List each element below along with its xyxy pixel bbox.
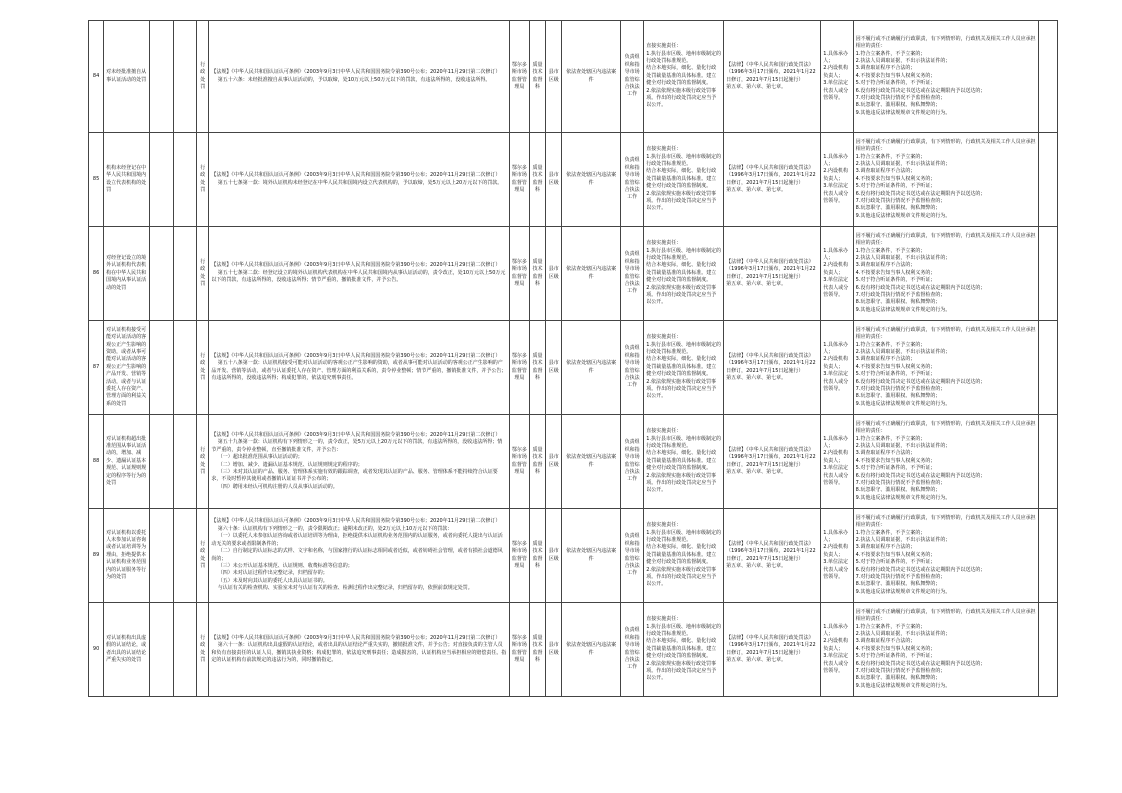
department-cell xyxy=(509,21,529,133)
level-cell-text: 县市区级 xyxy=(548,266,559,280)
item-name-text: 对认证机构接受可能对认证活动的客观公正产生影响的资助，或者从事可能对认证活动的客观公正产生影响的产品开发、营销等活动，或者与认证委托人存在资产、管理方面的利益关系的处罚 xyxy=(106,326,147,407)
row-number xyxy=(89,133,104,227)
table-row xyxy=(89,133,1058,227)
item-name-text: 对认证机构超出批准范围从事认证活动的，增加、减少、遗漏认证基本规范、认证规则规定的程序等行为的处罚 xyxy=(106,435,147,487)
department-cell-text: 鄂尔多斯市场监督管理局 xyxy=(511,540,527,569)
accountability-cell xyxy=(853,321,1038,415)
department-cell xyxy=(509,133,529,227)
level-cell xyxy=(546,21,562,133)
legal-basis-cell-text: 【法规】《中华人民共和国认证认可条例》（2003年9月3日中华人民共和国国务院令第390号公布；2020年11月29日第二次修订） 第五十八条第一款：认证机构接受可能对认证活动的客观公正产生影响的资助，或者从事可能对认证活动的客观公正产生影响的产品开发、营销等活动，或者与认证委托人存在资产、管理方面的利益关系的，责令停业整顿；情节严重的，撤销批准文件，并予公告；有违法所得的，没收违法所得；构成犯罪的，依法追究刑事责任。 xyxy=(211,352,507,381)
item-name-text: 对认证机构出具虚假的认证结论，或者出具的认证结论严重失实的处罚 xyxy=(106,634,147,663)
law-cell xyxy=(724,133,821,227)
accountability-cell-text: 因不履行或不正确履行行政职责，有下列情形的，行政机关及相关工作人员应承担相应的责任： 1.符合立案条件，不予立案的； 2.执法人员调取证据，不出示执法证件的； 3.调查取证程序不合法的； 4.不按要求告知当事人权利义务的； 5.对于符合听证条件的，不予听证； 6.没有将行政处罚决定书送达或在法定期限内予以送达的； 7.对行政处罚执行情况不予监督检查的； 8.玩忽职守、滥用职权、徇私舞弊的； 9.其他违反法律法规规章文件规定的行为。 xyxy=(855,326,1036,407)
law-cell-text: 【法律】《中华人民共和国行政处罚法》（1996年3月17日颁布，2021年1月22日修订，2021年7月15日起施行） 第五章、第六章、第七章。 xyxy=(726,540,816,569)
legal-basis-cell xyxy=(209,227,509,321)
responsibility-cell-text: 负责组织和指导市场监管综合执法工作 xyxy=(624,54,640,98)
category-cell-text: 行政处罚 xyxy=(200,634,206,663)
method-cell xyxy=(562,227,621,321)
exemption-cell-text: 1.具体承办人； 2.内设机构负责人； 3.单位法定代表人或分管领导。 xyxy=(823,153,849,205)
row-number-text: 86 xyxy=(92,269,100,276)
law-cell-text: 【法律】《中华人民共和国行政处罚法》（1996年3月17日颁布，2021年1月22日修订，2021年7月15日起施行） 第五章、第六章、第七章。 xyxy=(726,164,816,193)
category-cell xyxy=(197,415,209,509)
row-number xyxy=(89,21,104,133)
remark-cell xyxy=(1038,321,1057,415)
legal-basis-cell xyxy=(209,21,509,133)
category-cell xyxy=(197,133,209,227)
category-cell-text: 行政处罚 xyxy=(200,258,206,287)
implementation-cell-text: 直接实施责任： 1.执行县市区级、地州市级制定的行政处罚标准规范。 结合本地实际，细化、量化行政处罚裁量基准的具体标准。建立健全对行政处罚的监督制度。 2.依法依规实施本级行政处罚事项。作出的行政处罚决定应当予以公开。 xyxy=(646,146,721,212)
method-cell-text: 依法查处辖区内违法案件 xyxy=(566,266,617,280)
law-cell xyxy=(724,21,821,133)
exemption-cell xyxy=(821,321,853,415)
table-row xyxy=(89,321,1058,415)
accountability-cell-text: 因不履行或不正确履行行政职责，有下列情形的，行政机关及相关工作人员应承担相应的责任： 1.符合立案条件，不予立案的； 2.执法人员调取证据，不出示执法证件的； 3.调查取证程序不合法的； 4.不按要求告知当事人权利义务的； 5.对于符合听证条件的，不予听证； 6.没有将行政处罚决定书送达或在法定期限内予以送达的； 7.对行政处罚执行情况不予监督检查的； 8.玩忽职守、滥用职权、徇私舞弊的； 9.其他违反法律法规规章文件规定的行为。 xyxy=(855,608,1036,689)
law-cell-text: 【法律】《中华人民共和国行政处罚法》（1996年3月17日颁布，2021年1月22日修订，2021年7月15日起施行） 第五章、第六章、第七章。 xyxy=(726,446,816,475)
responsibility-cell xyxy=(620,321,643,415)
category-cell-text: 行政处罚 xyxy=(200,164,206,193)
exemption-cell xyxy=(821,415,853,509)
row-number-text: 88 xyxy=(92,457,100,464)
item-name xyxy=(104,321,150,415)
level-cell-text: 县市区级 xyxy=(548,172,559,186)
legal-basis-cell-text: 【法规】《中华人民共和国认证认可条例》（2003年9月3日中华人民共和国国务院令第390号公布；2020年11月29日第二次修订） 第五十九条第一款：认证机构有下列情形之一的，责令改正，处5万元以上20万元以下的罚款，有违法所得的，没收违法所得；情节严重的，责令停业整顿，直至撤销批准文件，并予公告： （一）超出批准范围从事认证活动的； （二）增加、减少、遗漏认证基本规范、认证规则规定的程序的； （三）未对其认证的产品、服务、管理体系实施有效的跟踪调查，或者发现其认证的产品、服务、管理体系不能持续符合认证要求，不及时暂停其使用或者撤销认证证书并予公布的； （四）聘用未经认可机构注册的人员从事认证活动的。 xyxy=(211,431,503,490)
unit-cell-text: 质量技术监督科 xyxy=(532,446,543,475)
department-cell-text: 鄂尔多斯市场监督管理局 xyxy=(511,61,527,90)
method-cell-text: 依法查处辖区内违法案件 xyxy=(566,548,617,562)
blank-cell xyxy=(173,21,196,133)
department-cell-text: 鄂尔多斯市场监督管理局 xyxy=(511,634,527,663)
method-cell-text: 依法查处辖区内违法案件 xyxy=(566,454,617,468)
accountability-cell xyxy=(853,509,1038,603)
implementation-cell-text: 直接实施责任： 1.执行县市区级、地州市级制定的行政处罚标准规范。 结合本地实际，细化、量化行政处罚裁量基准的具体标准。建立健全对行政处罚的监督制度。 2.依法依规实施本级行政处罚事项。作出的行政处罚决定应当予以公开。 xyxy=(646,334,721,400)
legal-basis-cell-text: 【法规】《中华人民共和国认证认可条例》（2003年9月3日中华人民共和国国务院令第390号公布；2020年11月29日第二次修订） 第五十七条第一款：境外认证机构未经登记在中华人民共和国境内设立代表机构的，予以取缔，处5万元以上20万元以下的罚款。 xyxy=(211,172,503,186)
unit-cell-text: 质量技术监督科 xyxy=(532,164,543,193)
legal-basis-cell xyxy=(209,603,509,697)
law-cell xyxy=(724,415,821,509)
method-cell-text: 依法查处辖区内违法案件 xyxy=(566,642,617,656)
power-list-table xyxy=(88,20,1058,697)
table-row xyxy=(89,415,1058,509)
row-number-text: 87 xyxy=(92,363,100,370)
remark-cell xyxy=(1038,415,1057,509)
accountability-cell-text: 因不履行或不正确履行行政职责，有下列情形的，行政机关及相关工作人员应承担相应的责任： 1.符合立案条件，不予立案的； 2.执法人员调取证据，不出示执法证件的； 3.调查取证程序不合法的； 4.不按要求告知当事人权利义务的； 5.对于符合听证条件的，不予听证； 6.没有将行政处罚决定书送达或在法定期限内予以送达的； 7.对行政处罚执行情况不予监督检查的； 8.玩忽职守、滥用职权、徇私舞弊的； 9.其他违反法律法规规章文件规定的行为。 xyxy=(855,232,1036,313)
unit-cell-text: 质量技术监督科 xyxy=(532,634,543,663)
accountability-cell xyxy=(853,227,1038,321)
legal-basis-cell-text: 【法规】《中华人民共和国认证认可条例》（2003年9月3日中华人民共和国国务院令第390号公布；2020年11月29日第二次修订） 第六十条：认证机构有下列情形之一的，责令限期改正；逾期未改正的，处2万元以上10万元以下的罚款： （一）以委托人未参加认证咨询或者认证培训等为理由，拒绝提供本认证机构业务范围内的认证服务，或者向委托人提出与认证活动无关的要求或者限制条件的； （二）自行制定的认证标志的式样、文字和名称，与国家推行的认证标志相同或者近似，或者妨碍社会管理，或者有损社会道德风尚的； （三）未公开认证基本规范、认证规则、收费标准等信息的； （四）未对认证过程作出完整记录，归档留存的； （五）未及时向其认证的委托人出具认证证书的。 与认证有关的检查机构、实验室未对与认证有关的检查、检测过程作出完整记录，归档留存的，依照前款规定处罚。 xyxy=(211,518,503,592)
unit-cell xyxy=(529,133,545,227)
unit-cell xyxy=(529,21,545,133)
level-cell-text: 县市区级 xyxy=(548,642,559,656)
item-name xyxy=(104,21,150,133)
method-cell-text: 依法查处辖区内违法案件 xyxy=(566,69,617,83)
table-row xyxy=(89,509,1058,603)
row-number xyxy=(89,603,104,697)
law-cell xyxy=(724,603,821,697)
blank-cell xyxy=(173,509,196,603)
legal-basis-cell xyxy=(209,321,509,415)
accountability-cell xyxy=(853,603,1038,697)
level-cell-text: 县市区级 xyxy=(548,360,559,374)
accountability-cell-text: 因不履行或不正确履行行政职责，有下列情形的，行政机关及相关工作人员应承担相应的责任： 1.符合立案条件，不予立案的； 2.执法人员调取证据，不出示执法证件的； 3.调查取证程序不合法的； 4.不按要求告知当事人权利义务的； 5.对于符合听证条件的，不予听证； 6.没有将行政处罚决定书送达或在法定期限内予以送达的； 7.对行政处罚执行情况不予监督检查的； 8.玩忽职守、滥用职权、徇私舞弊的； 9.其他违反法律法规规章文件规定的行为。 xyxy=(855,514,1036,595)
category-cell-text: 行政处罚 xyxy=(200,540,206,569)
implementation-cell xyxy=(644,321,724,415)
legal-basis-cell-text: 【法规】《中华人民共和国认证认可条例》（2003年9月3日中华人民共和国国务院令第390号公布；2020年11月29日第二次修订） 第五十七条第二款：经登记设立的境外认证机构代表机构在中华人民共和国境内从事认证活动的，责令改正，处10万元以上50万元以下的罚款，有违法所得的，没收违法所得；情节严重的，撤销批准文件，并予公告。 xyxy=(211,262,506,284)
implementation-cell xyxy=(644,21,724,133)
unit-cell-text: 质量技术监督科 xyxy=(532,258,543,287)
department-cell-text: 鄂尔多斯市场监督管理局 xyxy=(511,164,527,193)
department-cell-text: 鄂尔多斯市场监督管理局 xyxy=(511,352,527,381)
implementation-cell xyxy=(644,509,724,603)
responsibility-cell xyxy=(620,133,643,227)
implementation-cell xyxy=(644,133,724,227)
level-cell xyxy=(546,415,562,509)
unit-cell xyxy=(529,603,545,697)
item-name-text: 对未经批准擅自从事认证活动的处罚 xyxy=(106,69,147,83)
remark-cell xyxy=(1038,509,1057,603)
sub-item-cell xyxy=(149,415,173,509)
remark-cell xyxy=(1038,21,1057,133)
responsibility-cell-text: 负责组织和指导市场监管综合执法工作 xyxy=(624,627,640,671)
exemption-cell-text: 1.具体承办人； 2.内设机构负责人； 3.单位法定代表人或分管领导。 xyxy=(823,435,849,487)
responsibility-cell-text: 负责组织和指导市场监管综合执法工作 xyxy=(624,251,640,295)
sub-item-cell xyxy=(149,321,173,415)
implementation-cell-text: 直接实施责任： 1.执行县市区级、地州市级制定的行政处罚标准规范。 结合本地实际，细化、量化行政处罚裁量基准的具体标准。建立健全对行政处罚的监督制度。 2.依法依规实施本级行政处罚事项。作出的行政处罚决定应当予以公开。 xyxy=(646,43,721,109)
level-cell-text: 县市区级 xyxy=(548,454,559,468)
row-number xyxy=(89,227,104,321)
row-number-text: 85 xyxy=(92,175,100,182)
accountability-cell-text: 因不履行或不正确履行行政职责，有下列情形的，行政机关及相关工作人员应承担相应的责任： 1.符合立案条件，不予立案的； 2.执法人员调取证据，不出示执法证件的； 3.调查取证程序不合法的； 4.不按要求告知当事人权利义务的； 5.对于符合听证条件的，不予听证； 6.没有将行政处罚决定书送达或在法定期限内予以送达的； 7.对行政处罚执行情况不予监督检查的； 8.玩忽职守、滥用职权、徇私舞弊的； 9.其他违反法律法规规章文件规定的行为。 xyxy=(855,35,1036,116)
exemption-cell xyxy=(821,603,853,697)
item-name-text: 对经登记设立的境外认证机构代表机构在中华人民共和国境内从事认证活动的处罚 xyxy=(106,254,147,291)
exemption-cell-text: 1.具体承办人； 2.内设机构负责人； 3.单位法定代表人或分管领导。 xyxy=(823,529,849,581)
unit-cell-text: 质量技术监督科 xyxy=(532,352,543,381)
item-name xyxy=(104,603,150,697)
responsibility-cell xyxy=(620,509,643,603)
law-cell-text: 【法律】《中华人民共和国行政处罚法》（1996年3月17日颁布，2021年1月22日修订，2021年7月15日起施行） 第五章、第六章、第七章。 xyxy=(726,61,816,90)
implementation-cell xyxy=(644,603,724,697)
method-cell xyxy=(562,21,621,133)
unit-cell-text: 质量技术监督科 xyxy=(532,61,543,90)
implementation-cell-text: 直接实施责任： 1.执行县市区级、地州市级制定的行政处罚标准规范。 结合本地实际，细化、量化行政处罚裁量基准的具体标准。建立健全对行政处罚的监督制度。 2.依法依规实施本级行政处罚事项。作出的行政处罚决定应当予以公开。 xyxy=(646,616,721,682)
responsibility-cell-text: 负责组织和指导市场监管综合执法工作 xyxy=(624,157,640,201)
law-cell-text: 【法律】《中华人民共和国行政处罚法》（1996年3月17日颁布，2021年1月22日修订，2021年7月15日起施行） 第五章、第六章、第七章。 xyxy=(726,634,816,663)
law-cell xyxy=(724,321,821,415)
level-cell xyxy=(546,509,562,603)
method-cell-text: 依法查处辖区内违法案件 xyxy=(566,172,617,186)
responsibility-cell-text: 负责组织和指导市场监管综合执法工作 xyxy=(624,439,640,483)
department-cell-text: 鄂尔多斯市场监督管理局 xyxy=(511,446,527,475)
level-cell xyxy=(546,133,562,227)
sub-item-cell xyxy=(149,21,173,133)
responsibility-cell xyxy=(620,603,643,697)
row-number-text: 84 xyxy=(92,72,100,79)
item-name-text: 机构未经登记在中华人民共和国境内设立代表机构的处罚 xyxy=(106,164,147,193)
exemption-cell xyxy=(821,133,853,227)
item-name xyxy=(104,227,150,321)
blank-cell xyxy=(173,321,196,415)
remark-cell xyxy=(1038,603,1057,697)
blank-cell xyxy=(173,415,196,509)
remark-cell xyxy=(1038,133,1057,227)
exemption-cell xyxy=(821,227,853,321)
legal-basis-cell xyxy=(209,415,509,509)
item-name xyxy=(104,415,150,509)
accountability-cell xyxy=(853,21,1038,133)
sub-item-cell xyxy=(149,227,173,321)
department-cell-text: 鄂尔多斯市场监督管理局 xyxy=(511,258,527,287)
implementation-cell xyxy=(644,227,724,321)
implementation-cell-text: 直接实施责任： 1.执行县市区级、地州市级制定的行政处罚标准规范。 结合本地实际，细化、量化行政处罚裁量基准的具体标准。建立健全对行政处罚的监督制度。 2.依法依规实施本级行政处罚事项。作出的行政处罚决定应当予以公开。 xyxy=(646,428,721,494)
accountability-cell-text: 因不履行或不正确履行行政职责，有下列情形的，行政机关及相关工作人员应承担相应的责任： 1.符合立案条件，不予立案的； 2.执法人员调取证据，不出示执法证件的； 3.调查取证程序不合法的； 4.不按要求告知当事人权利义务的； 5.对于符合听证条件的，不予听证； 6.没有将行政处罚决定书送达或在法定期限内予以送达的； 7.对行政处罚执行情况不予监督检查的； 8.玩忽职守、滥用职权、徇私舞弊的； 9.其他违反法律法规规章文件规定的行为。 xyxy=(855,138,1036,219)
level-cell-text: 县市区级 xyxy=(548,548,559,562)
table-row xyxy=(89,227,1058,321)
implementation-cell-text: 直接实施责任： 1.执行县市区级、地州市级制定的行政处罚标准规范。 结合本地实际，细化、量化行政处罚裁量基准的具体标准。建立健全对行政处罚的监督制度。 2.依法依规实施本级行政处罚事项。作出的行政处罚决定应当予以公开。 xyxy=(646,240,721,306)
level-cell xyxy=(546,603,562,697)
unit-cell xyxy=(529,509,545,603)
method-cell xyxy=(562,321,621,415)
exemption-cell-text: 1.具体承办人； 2.内设机构负责人； 3.单位法定代表人或分管领导。 xyxy=(823,50,849,102)
category-cell-text: 行政处罚 xyxy=(200,61,206,90)
level-cell xyxy=(546,227,562,321)
department-cell xyxy=(509,321,529,415)
responsibility-cell-text: 负责组织和指导市场监管综合执法工作 xyxy=(624,533,640,577)
legal-basis-cell xyxy=(209,509,509,603)
legal-basis-cell-text: 【法规】《中华人民共和国认证认可条例》（2003年9月3日中华人民共和国国务院令第390号公布；2020年11月29日第二次修订） 第六十一条：认证机构出具虚假的认证结论，或者出具的认证结论严重失实的，撤销批准文件，并予公告；对直接负责的主管人员和负有直接责任的认证人员，撤销其执业资格；构成犯罪的，依法追究刑事责任；造成损害的，认证机构应当承担相应的赔偿责任。指定的认证机构有前款规定的违法行为的，同时撤销指定。 xyxy=(211,634,507,663)
department-cell xyxy=(509,603,529,697)
item-name xyxy=(104,133,150,227)
table-row xyxy=(89,603,1058,697)
exemption-cell xyxy=(821,509,853,603)
implementation-cell xyxy=(644,415,724,509)
responsibility-cell xyxy=(620,415,643,509)
blank-cell xyxy=(173,133,196,227)
department-cell xyxy=(509,509,529,603)
category-cell xyxy=(197,321,209,415)
exemption-cell-text: 1.具体承办人； 2.内设机构负责人； 3.单位法定代表人或分管领导。 xyxy=(823,341,849,393)
row-number xyxy=(89,415,104,509)
table-row xyxy=(89,21,1058,133)
category-cell xyxy=(197,603,209,697)
row-number xyxy=(89,321,104,415)
unit-cell xyxy=(529,227,545,321)
responsibility-cell xyxy=(620,227,643,321)
item-name xyxy=(104,509,150,603)
category-cell-text: 行政处罚 xyxy=(200,352,206,381)
exemption-cell-text: 1.具体承办人； 2.内设机构负责人； 3.单位法定代表人或分管领导。 xyxy=(823,623,849,675)
level-cell xyxy=(546,321,562,415)
unit-cell xyxy=(529,321,545,415)
row-number-text: 89 xyxy=(92,551,100,558)
remark-cell xyxy=(1038,227,1057,321)
category-cell-text: 行政处罚 xyxy=(200,446,206,475)
method-cell xyxy=(562,603,621,697)
law-cell-text: 【法律】《中华人民共和国行政处罚法》（1996年3月17日颁布，2021年1月22日修订，2021年7月15日起施行） 第五章、第六章、第七章。 xyxy=(726,352,816,381)
law-cell xyxy=(724,227,821,321)
row-number xyxy=(89,509,104,603)
category-cell xyxy=(197,509,209,603)
law-cell-text: 【法律】《中华人民共和国行政处罚法》（1996年3月17日颁布，2021年1月22日修订，2021年7月15日起施行） 第五章、第六章、第七章。 xyxy=(726,258,816,287)
item-name-text: 对认证机构以委托人未参加认证咨询或者认证培训等为理由，拒绝提供本认证机构业务范围内的认证服务等行为的处罚 xyxy=(106,529,147,581)
method-cell-text: 依法查处辖区内违法案件 xyxy=(566,360,617,374)
sub-item-cell xyxy=(149,603,173,697)
exemption-cell-text: 1.具体承办人； 2.内设机构负责人； 3.单位法定代表人或分管领导。 xyxy=(823,247,849,299)
accountability-cell xyxy=(853,415,1038,509)
level-cell-text: 县市区级 xyxy=(548,69,559,83)
unit-cell xyxy=(529,415,545,509)
blank-cell xyxy=(173,227,196,321)
accountability-cell xyxy=(853,133,1038,227)
responsibility-cell xyxy=(620,21,643,133)
legal-basis-cell-text: 【法规】《中华人民共和国认证认可条例》（2003年9月3日中华人民共和国国务院令第390号公布；2020年11月29日第二次修订） 第五十六条：未经批准擅自从事认证活动的，予以取缔，处10万元以上50万元以下的罚款，有违法所得的，没收违法所得。 xyxy=(211,69,501,83)
responsibility-cell-text: 负责组织和指导市场监管综合执法工作 xyxy=(624,345,640,389)
department-cell xyxy=(509,227,529,321)
category-cell xyxy=(197,21,209,133)
row-number-text: 90 xyxy=(92,645,100,652)
exemption-cell xyxy=(821,21,853,133)
method-cell xyxy=(562,133,621,227)
implementation-cell-text: 直接实施责任： 1.执行县市区级、地州市级制定的行政处罚标准规范。 结合本地实际，细化、量化行政处罚裁量基准的具体标准。建立健全对行政处罚的监督制度。 2.依法依规实施本级行政处罚事项。作出的行政处罚决定应当予以公开。 xyxy=(646,522,721,588)
accountability-cell-text: 因不履行或不正确履行行政职责，有下列情形的，行政机关及相关工作人员应承担相应的责任： 1.符合立案条件，不予立案的； 2.执法人员调取证据，不出示执法证件的； 3.调查取证程序不合法的； 4.不按要求告知当事人权利义务的； 5.对于符合听证条件的，不予听证； 6.没有将行政处罚决定书送达或在法定期限内予以送达的； 7.对行政处罚执行情况不予监督检查的； 8.玩忽职守、滥用职权、徇私舞弊的； 9.其他违反法律法规规章文件规定的行为。 xyxy=(855,420,1036,501)
sub-item-cell xyxy=(149,509,173,603)
method-cell xyxy=(562,415,621,509)
category-cell xyxy=(197,227,209,321)
sub-item-cell xyxy=(149,133,173,227)
legal-basis-cell xyxy=(209,133,509,227)
method-cell xyxy=(562,509,621,603)
department-cell xyxy=(509,415,529,509)
blank-cell xyxy=(173,603,196,697)
law-cell xyxy=(724,509,821,603)
unit-cell-text: 质量技术监督科 xyxy=(532,540,543,569)
